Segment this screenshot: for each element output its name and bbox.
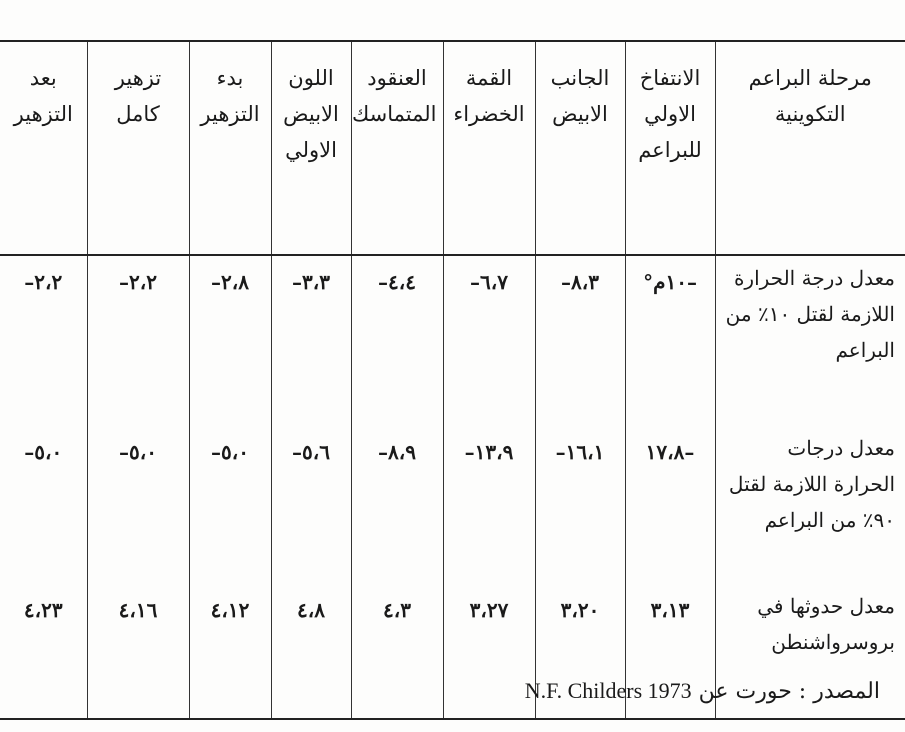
- row-label-occurrence: معدل حدوثها في بروسرواشنطن: [715, 584, 905, 719]
- bud-stage-temperature-table: [0, 40, 905, 720]
- source-note: [525, 678, 880, 704]
- table-cell: ٨،٣–: [535, 255, 625, 426]
- table-cell: ٤،٨: [271, 584, 351, 719]
- source-prefix: المصدر : حورت عن: [698, 679, 880, 704]
- header-stage-5: اللون الابيض الاولي: [271, 41, 351, 255]
- table-cell: ٥،٦–: [271, 426, 351, 584]
- table-cell: ٤،٢٣: [23, 598, 63, 622]
- table-cell: ٤،٣: [351, 584, 443, 719]
- source-citation: N.F. Childers 1973: [524, 678, 692, 703]
- table-cell: ٥،٠–: [189, 426, 271, 584]
- table-cell: –١٠م°: [625, 255, 715, 426]
- table-cell: ٤،١٢: [189, 584, 271, 719]
- table-cell: ٦،٧–: [443, 255, 535, 426]
- table-cell: ٨،٩–: [351, 426, 443, 584]
- header-stage-4: العنقود المتماسك: [351, 41, 443, 255]
- table-cell: ٣،٣–: [271, 255, 351, 426]
- header-stage-7: تزهير كامل: [87, 41, 189, 255]
- table-cell: –١٧،٨: [625, 426, 715, 584]
- table-header-row: [0, 41, 905, 255]
- header-stage-3: القمة الخضراء: [443, 41, 535, 255]
- table-cell: ٢،٨–: [189, 255, 271, 426]
- table-cell: ٣،٢٧: [443, 584, 535, 719]
- table-cell: ٥،٠–: [87, 426, 189, 584]
- table-cell: ١٦،١–: [535, 426, 625, 584]
- header-stage-2: الجانب الابيض: [535, 41, 625, 255]
- row-label-kill-10: معدل درجة الحرارة اللازمة لقتل ١٠٪ من البراعم: [715, 255, 905, 426]
- table-row: [0, 426, 905, 584]
- table-cell: ٣،٢٠: [535, 584, 625, 719]
- header-stage-1: الانتفاخ الاولي للبراعم: [625, 41, 715, 255]
- table-row: [0, 255, 905, 426]
- table-cell: ٢،٢–: [87, 255, 189, 426]
- row-label-kill-90: معدل درجات الحرارة اللازمة لقتل ٩٠٪ من البراعم: [715, 426, 905, 584]
- table-cell: ١٣،٩–: [443, 426, 535, 584]
- table-cell: ٥،٠–: [24, 440, 63, 464]
- table-cell: ٣،١٣: [625, 584, 715, 719]
- header-stage-6: بدء التزهير: [189, 41, 271, 255]
- table-cell: ٤،١٦: [87, 584, 189, 719]
- table-cell: ٢،٢–: [24, 270, 63, 294]
- table-cell: ٤،٤–: [351, 255, 443, 426]
- header-label-cell: مرحلة البراعم التكوينية: [715, 41, 905, 255]
- header-stage-8: بعد التزهير: [13, 66, 73, 126]
